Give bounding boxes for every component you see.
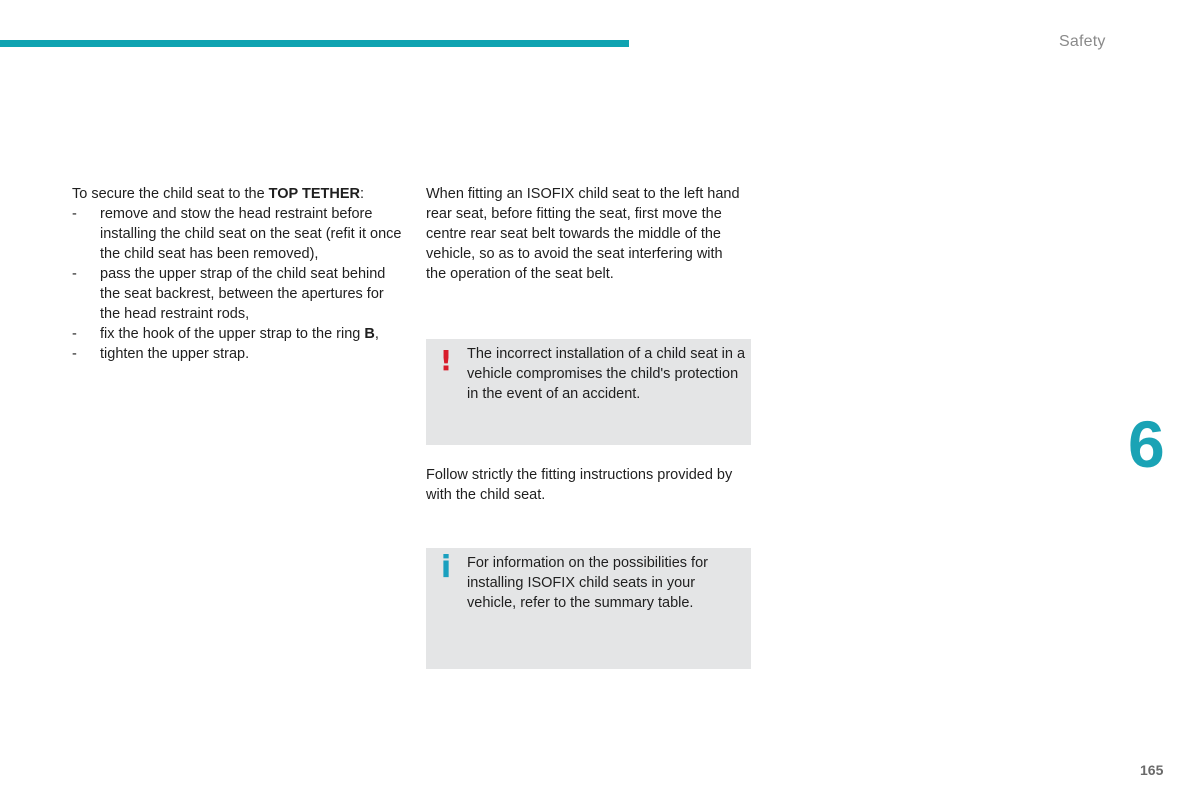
section-title: Safety	[1059, 33, 1106, 50]
page-number: 165	[1140, 762, 1164, 778]
top-tether-intro: To secure the child seat to the TOP TETHER:	[72, 186, 365, 202]
isofix-paragraph-block	[426, 184, 746, 284]
warning-text: The incorrect installation of a child seat in a vehicle compromises the child's protection in the event of an accident.	[467, 346, 746, 402]
info-text: For information on the possibilities for installing ISOFIX child seats in your vehicle, refer to the summary table.	[467, 555, 708, 611]
top-tether-instructions	[72, 184, 407, 364]
ring-label: B	[364, 326, 375, 342]
follow-instructions-paragraph: Follow strictly the fitting instructions provided by with the child seat.	[426, 467, 733, 503]
info-icon: i	[440, 550, 452, 585]
warning-notice	[426, 339, 751, 445]
list-item: - pass the upper strap of the child seat behind the seat backrest, between the apertures for the head restraint rods,	[72, 266, 386, 322]
dash-bullet: -	[72, 326, 77, 342]
dash-bullet: -	[72, 346, 77, 362]
isofix-paragraph: When fitting an ISOFIX child seat to the left hand rear seat, before fitting the seat, first move the centre rear seat belt towards the middle of the vehicle, so as to avoid the seat interfering with the operation of the seat belt.	[426, 186, 740, 282]
info-notice	[426, 548, 751, 669]
list-item: - fix the hook of the upper strap to the ring B,	[72, 326, 379, 342]
list-item: - tighten the upper strap.	[72, 346, 250, 362]
dash-bullet: -	[72, 206, 77, 222]
exclamation-icon: !	[439, 344, 453, 377]
list-item: - remove and stow the head restraint before installing the child seat on the seat (refit it once the child seat has been removed),	[72, 206, 402, 262]
chapter-number: 6	[1128, 407, 1165, 481]
step-list	[72, 204, 407, 364]
top-tether-term: TOP TETHER	[268, 186, 360, 202]
dash-bullet: -	[72, 266, 77, 282]
section-accent-bar	[0, 40, 629, 47]
follow-instructions-block	[426, 465, 746, 505]
